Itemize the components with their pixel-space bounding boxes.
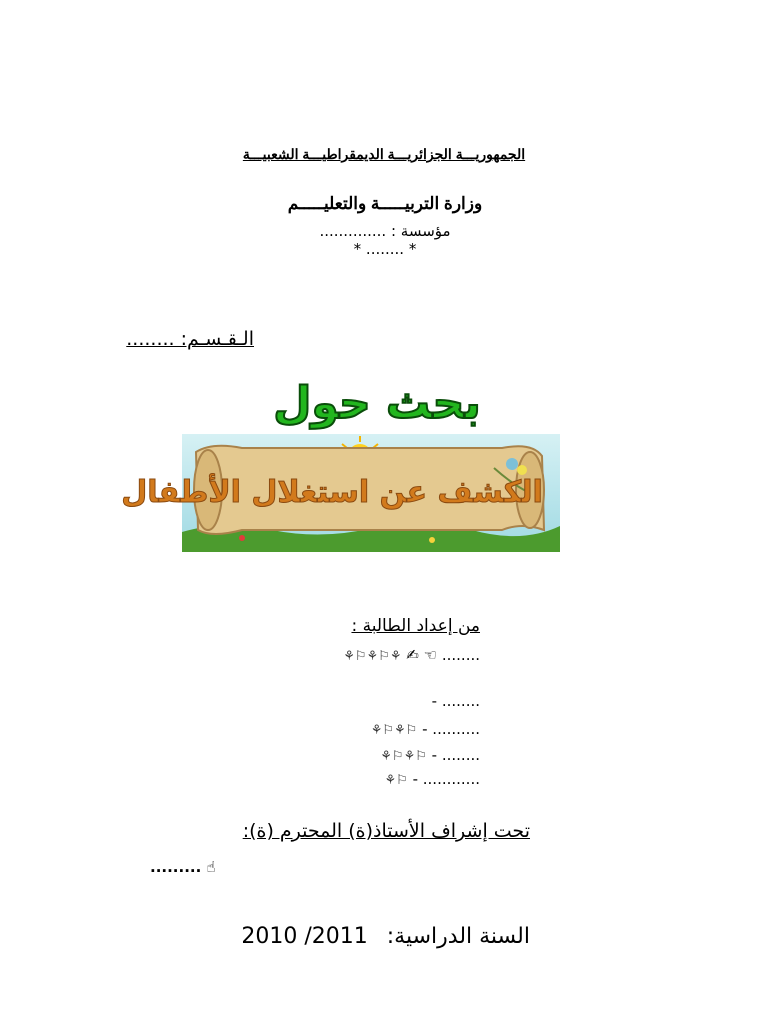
title-wordart: [273, 372, 481, 434]
subject-banner: [121, 434, 560, 552]
institution-line: مؤسسة : ..............: [319, 222, 451, 240]
supervision-label: تحت إشراف الأستاذ(ة) المحترم (ة):: [242, 820, 530, 842]
student-line: [280, 720, 480, 738]
student-line: [280, 746, 480, 764]
student-text: - ........: [431, 746, 480, 764]
student-glyphs: ⚘⚐⚘⚐⚘: [343, 649, 402, 664]
student-line: [280, 770, 480, 788]
prepared-by-label: من إعداد الطالبة :: [351, 616, 480, 636]
student-text: ✍ ☜ ........: [406, 646, 480, 664]
student-text: - ........: [431, 692, 480, 710]
stars-line: * ........ *: [353, 240, 417, 258]
title-main-text: بحث حول: [273, 378, 481, 429]
student-glyphs: ⚘⚐⚘⚐: [370, 723, 418, 738]
student-line: [280, 692, 480, 710]
student-line: [280, 646, 480, 664]
year-value: 2010 /2011: [241, 924, 368, 949]
subject-text: الكشف عن استغلال الأطفال: [121, 475, 543, 510]
student-text: - ..........: [422, 720, 480, 738]
student-glyphs: ⚘⚐: [384, 773, 408, 788]
teacher-line: ......... ☝: [150, 858, 216, 876]
student-text: - ............: [412, 770, 480, 788]
academic-year: [150, 924, 530, 949]
ministry-header: وزارة التربيـــــة والتعليـــــم: [287, 194, 483, 213]
republic-header: الجمهوريـــة الجزائريـــة الديمقراطيـــة الشعبيـــة: [242, 146, 526, 162]
department-line: الـقـسـم: ........: [126, 328, 254, 350]
student-glyphs: ⚘⚐⚘⚐: [380, 749, 427, 764]
year-label: السنة الدراسية:: [386, 924, 530, 949]
